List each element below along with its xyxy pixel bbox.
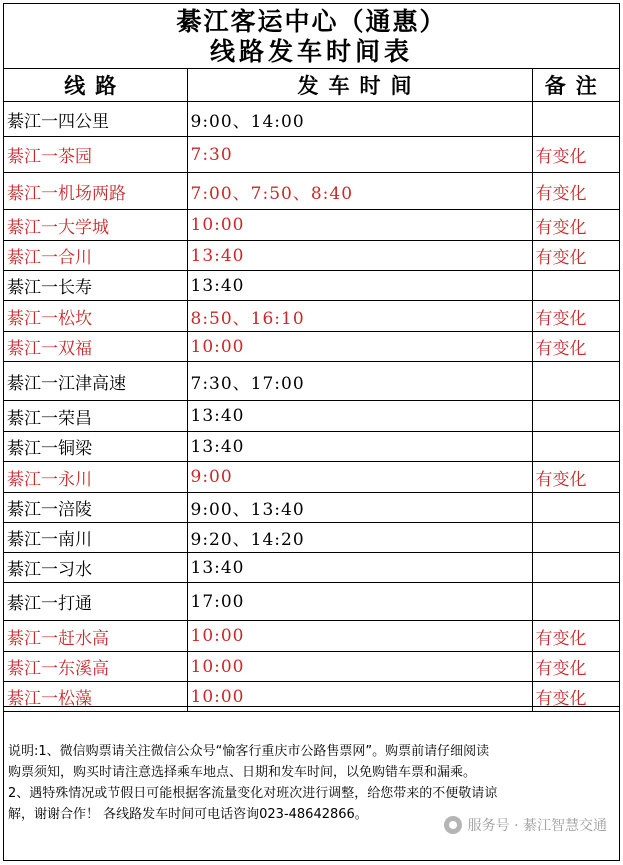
route-cell: 綦江一永川 <box>4 462 187 493</box>
table-row <box>4 652 619 682</box>
time-cell: 13:40 <box>187 241 532 271</box>
time-cell: 7:30、17:00 <box>187 362 532 401</box>
note-cell: 有变化 <box>532 462 619 493</box>
note-cell: 有变化 <box>532 332 619 362</box>
table-row <box>4 432 619 462</box>
route-cell: 綦江一四公里 <box>4 102 187 137</box>
route-cell: 綦江一铜梁 <box>4 432 187 462</box>
time-cell: 10:00 <box>187 621 532 652</box>
note-cell: 有变化 <box>532 652 619 682</box>
table-header-row <box>4 69 619 102</box>
time-cell: 9:00 <box>187 462 532 493</box>
timetable <box>4 68 619 712</box>
time-cell: 8:50、16:10 <box>187 301 532 332</box>
note-line: 购票须知，购买时请注意选择乘车地点、日期和发车时间，以免购错车票和漏乘。 <box>8 765 477 780</box>
note-cell <box>532 271 619 301</box>
route-cell: 綦江一南川 <box>4 523 187 553</box>
time-cell: 10:00 <box>187 332 532 362</box>
note-cell: 有变化 <box>532 241 619 271</box>
table-row <box>4 241 619 271</box>
note-cell: 有变化 <box>532 173 619 210</box>
table-row <box>4 102 619 137</box>
note-cell: 有变化 <box>532 682 619 712</box>
time-cell: 9:00、13:40 <box>187 493 532 523</box>
column-header-route: 线路 <box>4 69 187 102</box>
table-row <box>4 462 619 493</box>
note-cell: 有变化 <box>532 621 619 652</box>
table-row <box>4 493 619 523</box>
route-cell: 綦江一东溪高 <box>4 652 187 682</box>
timetable-sheet <box>3 3 620 861</box>
note-cell: 有变化 <box>532 301 619 332</box>
time-cell: 7:00、7:50、8:40 <box>187 173 532 210</box>
route-cell: 綦江一涪陵 <box>4 493 187 523</box>
note-line: 2、遇特殊情况或节假日可能根据客流量变化对班次进行调整，给您带来的不便敬请谅 <box>8 786 498 801</box>
route-cell: 綦江一机场两路 <box>4 173 187 210</box>
time-cell: 13:40 <box>187 401 532 432</box>
table-row <box>4 362 619 401</box>
notes-section <box>4 706 619 861</box>
title-block <box>4 4 619 69</box>
route-cell: 綦江一江津高速 <box>4 362 187 401</box>
route-cell: 綦江一松藻 <box>4 682 187 712</box>
watermark <box>444 815 607 835</box>
note-cell: 有变化 <box>532 210 619 241</box>
note-cell <box>532 401 619 432</box>
time-cell: 10:00 <box>187 652 532 682</box>
time-cell: 7:30 <box>187 137 532 173</box>
note-cell <box>532 523 619 553</box>
table-row <box>4 523 619 553</box>
route-cell: 綦江一大学城 <box>4 210 187 241</box>
route-cell: 綦江一双福 <box>4 332 187 362</box>
note-cell <box>532 362 619 401</box>
table-row <box>4 173 619 210</box>
note-cell <box>532 493 619 523</box>
page-title: 綦江客运中心（通惠） <box>176 7 447 36</box>
table-row <box>4 332 619 362</box>
table-row <box>4 553 619 583</box>
table-row <box>4 210 619 241</box>
table-row <box>4 271 619 301</box>
route-cell: 綦江一茶园 <box>4 137 187 173</box>
route-cell: 綦江一长寿 <box>4 271 187 301</box>
time-cell: 17:00 <box>187 583 532 621</box>
time-cell: 9:20、14:20 <box>187 523 532 553</box>
time-cell: 13:40 <box>187 432 532 462</box>
table-row <box>4 401 619 432</box>
wechat-service-icon <box>444 816 462 834</box>
route-cell: 綦江一赶水高 <box>4 621 187 652</box>
page-subtitle: 线路发车时间表 <box>209 37 413 66</box>
time-cell: 10:00 <box>187 682 532 712</box>
note-cell <box>532 432 619 462</box>
note-cell <box>532 102 619 137</box>
timetable-body <box>4 102 619 712</box>
route-cell: 綦江一松坎 <box>4 301 187 332</box>
route-cell: 綦江一习水 <box>4 553 187 583</box>
table-row <box>4 621 619 652</box>
note-line: 说明:1、微信购票请关注微信公众号“愉客行重庆市公路售票网”。购票前请仔细阅读 <box>8 744 490 759</box>
table-row <box>4 301 619 332</box>
route-cell: 綦江一荣昌 <box>4 401 187 432</box>
column-header-time: 发车时间 <box>187 69 532 102</box>
time-cell: 10:00 <box>187 210 532 241</box>
table-row <box>4 583 619 621</box>
time-cell: 13:40 <box>187 271 532 301</box>
note-cell: 有变化 <box>532 137 619 173</box>
column-header-note: 备注 <box>532 69 619 102</box>
note-cell <box>532 583 619 621</box>
table-row <box>4 137 619 173</box>
time-cell: 13:40 <box>187 553 532 583</box>
time-cell: 9:00、14:00 <box>187 102 532 137</box>
route-cell: 綦江一合川 <box>4 241 187 271</box>
note-line: 解，谢谢合作！ 各线路发车时间可电话咨询023-48642866。 <box>8 807 368 822</box>
watermark-text: 服务号 · 綦江智慧交通 <box>467 818 607 834</box>
note-cell <box>532 553 619 583</box>
route-cell: 綦江一打通 <box>4 583 187 621</box>
